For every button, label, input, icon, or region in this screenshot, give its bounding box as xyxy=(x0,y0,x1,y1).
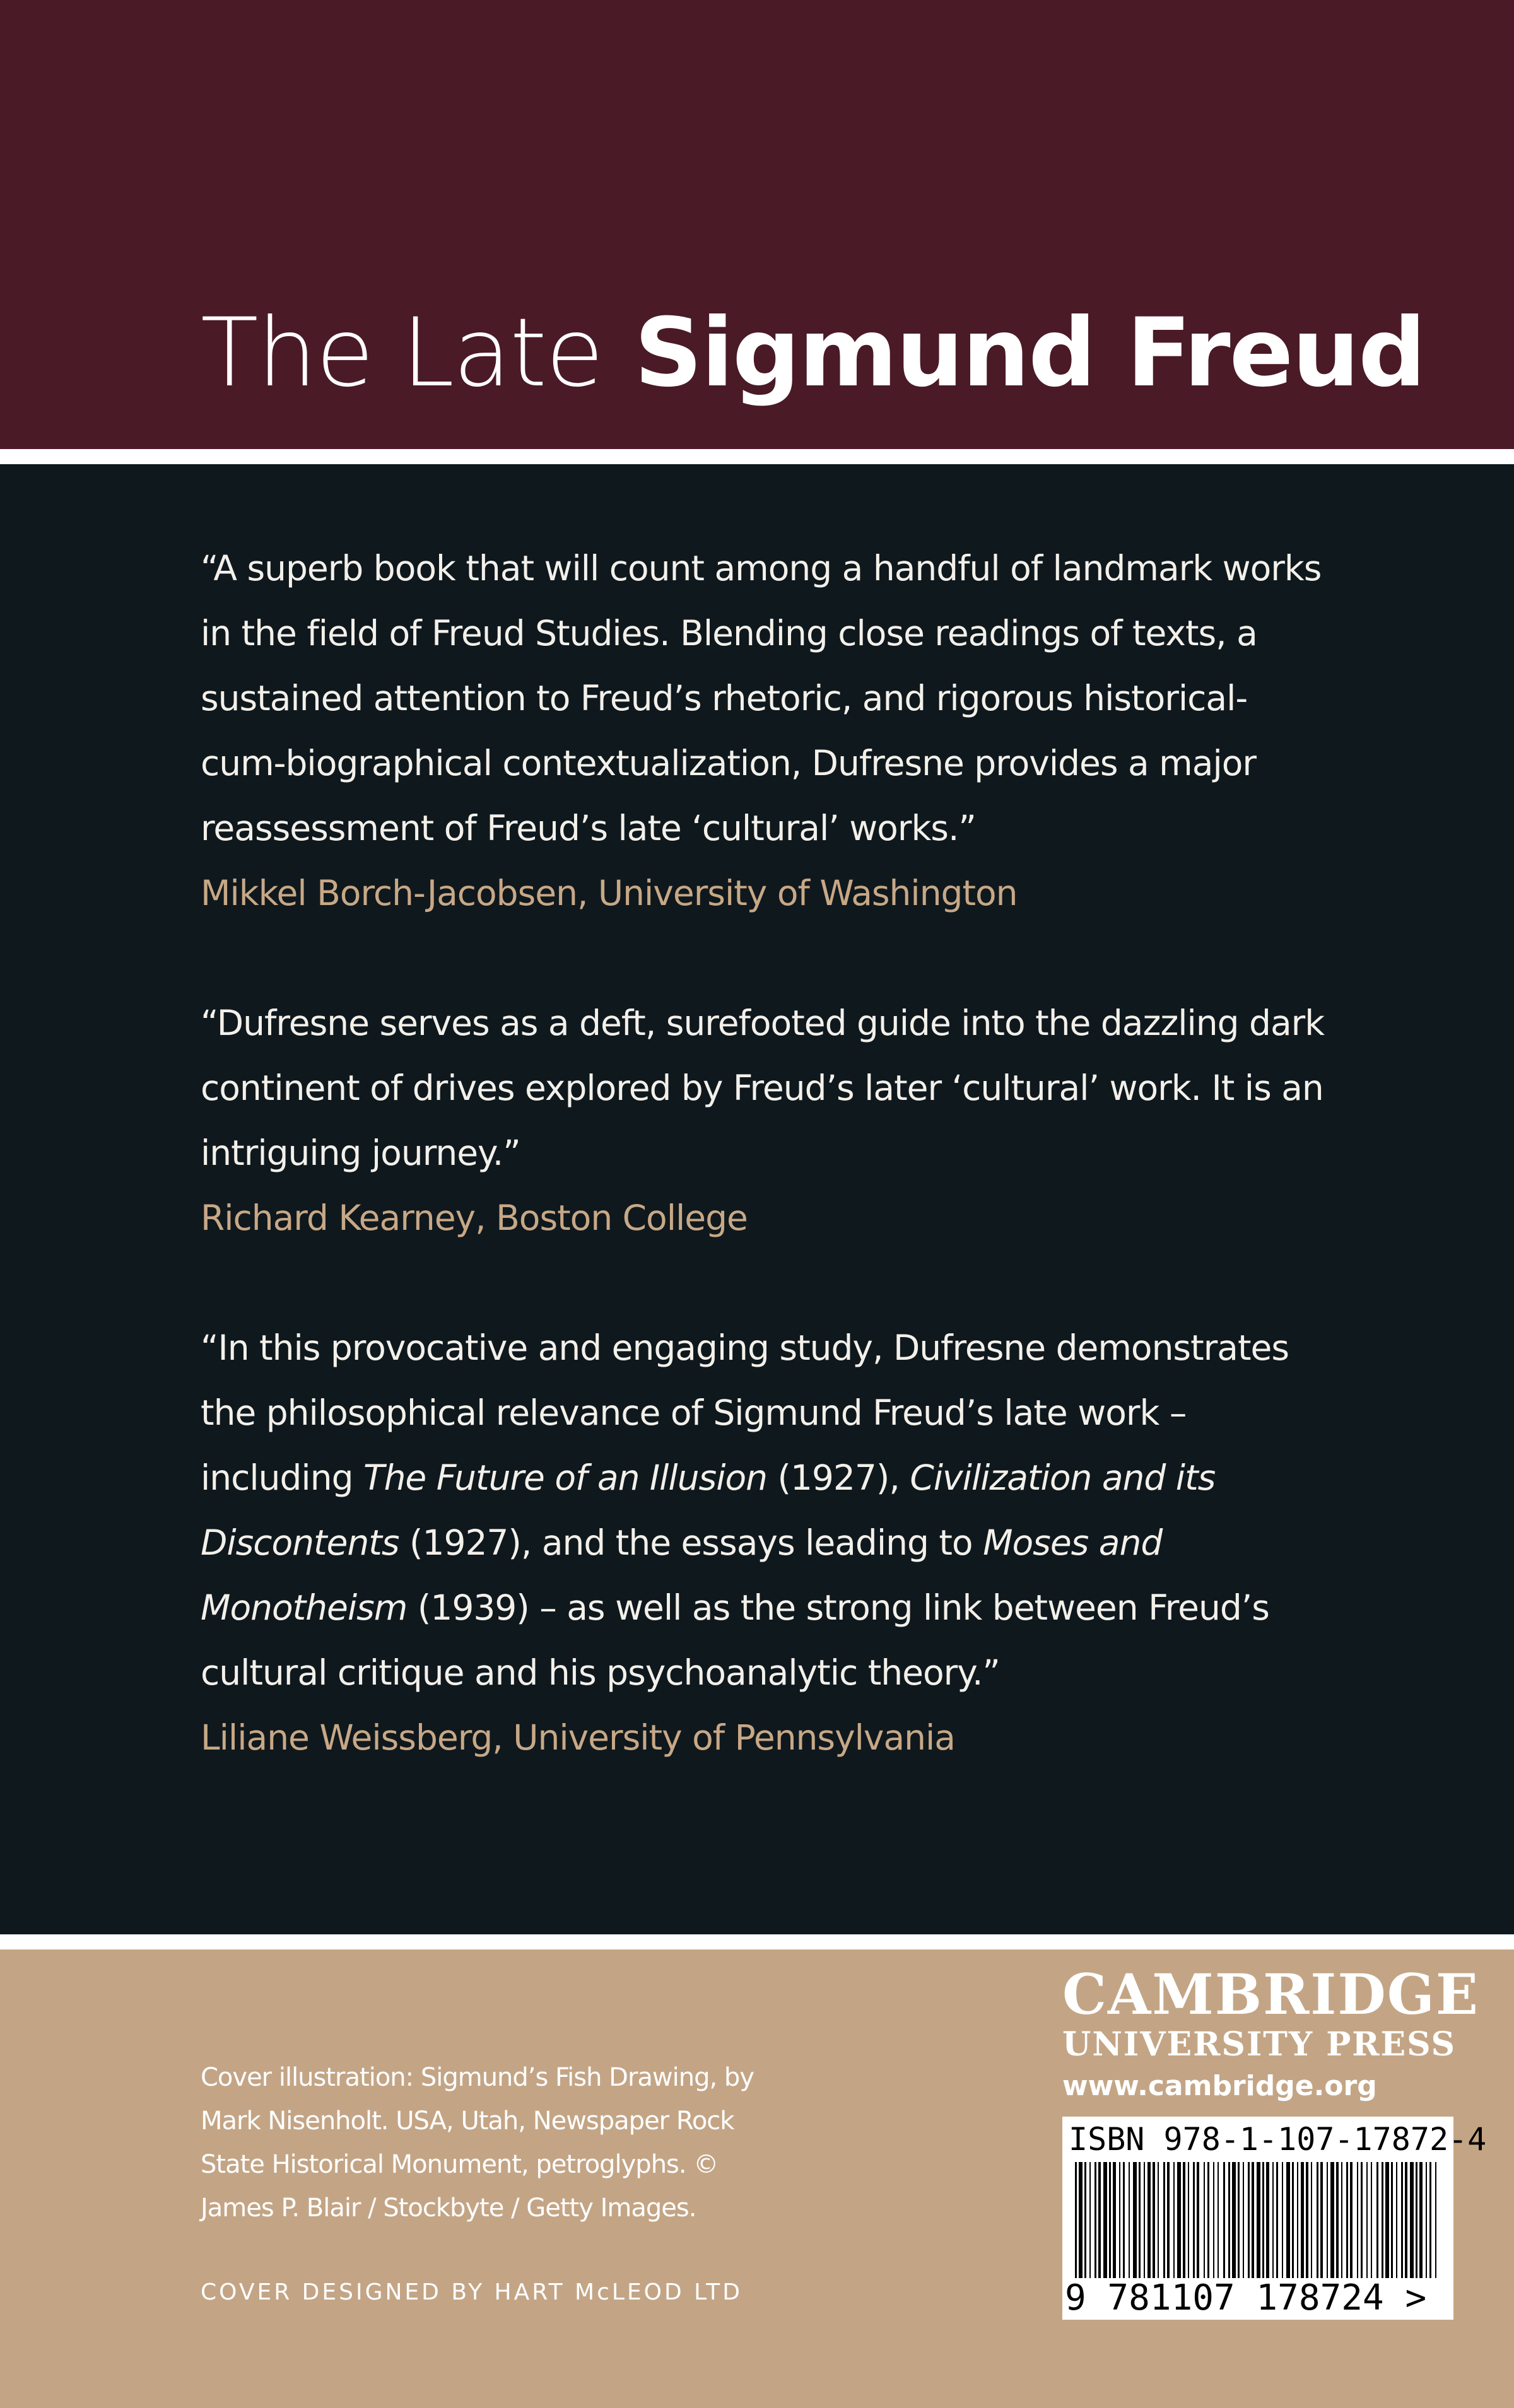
publisher-subname: UNIVERSITY PRESS xyxy=(1062,2025,1457,2064)
book-title-bold: Sigmund Freud xyxy=(634,298,1425,408)
barcode-digits: 9 781107 178724 > xyxy=(1065,2277,1427,2318)
review-block xyxy=(201,991,1330,1251)
bottom-divider xyxy=(0,1934,1514,1949)
quote-text: (1927), and the essays leading to xyxy=(399,1523,983,1563)
book-title-light: The Late xyxy=(201,298,603,408)
quote-text: “In this provocative and engaging study, Dufresne demonstrates the philosophical relevance of Sigmund Freud’s late work – including xyxy=(201,1328,1289,1498)
publisher-logo xyxy=(1062,1961,1479,2104)
review-attribution: Mikkel Borch-Jacobsen, University of Washington xyxy=(201,873,1018,913)
book-title xyxy=(201,296,1425,410)
publisher-name: CAMBRIDGE xyxy=(1062,1961,1479,2027)
publisher-url[interactable]: www.cambridge.org xyxy=(1062,2070,1377,2102)
book-title-citation: Moses and Monotheism xyxy=(201,1523,1163,1628)
book-title-citation: Civilization and its Discontents xyxy=(201,1458,1216,1563)
review-quote xyxy=(201,1316,1330,1705)
barcode-icon xyxy=(1075,2162,1441,2278)
book-title-citation: The Future of an Illusion xyxy=(363,1458,767,1498)
review-block xyxy=(201,536,1330,926)
review-attribution: Liliane Weissberg, University of Pennsylvania xyxy=(201,1717,955,1758)
review-quote: “A superb book that will count among a handful of landmark works in the field of Freud Studies. Blending close readings of texts, a sustained attention to Freud’s rhetoric, and rigorous historical-cum-biographical contextualization, Dufresne provides a major reassessment of Freud’s late ‘cultural’ works.” xyxy=(201,548,1322,848)
quote-text: (1939) – as well as the strong link between Freud’s cultural critique and his psychoanalytic theory.” xyxy=(201,1587,1269,1693)
isbn-barcode xyxy=(1062,2117,1487,2320)
review-blurbs xyxy=(201,536,1330,1835)
review-quote: “Dufresne serves as a deft, surefooted guide into the dazzling dark continent of drives explored by Freud’s later ‘cultural’ work. It is an intriguing journey.” xyxy=(201,1003,1325,1173)
review-block xyxy=(201,1316,1330,1770)
cover-designer-credit: COVER DESIGNED BY HART McLEOD LTD xyxy=(201,2279,742,2305)
top-divider xyxy=(0,449,1514,464)
cover-illustration-credit: Cover illustration: Sigmund’s Fish Drawing, by Mark Nisenholt. USA, Utah, Newspaper Rock State Historical Monument, petroglyphs. © James P. Blair / Stockbyte / Getty Images. xyxy=(201,2063,754,2223)
quote-text: (1927), xyxy=(767,1458,910,1498)
review-attribution: Richard Kearney, Boston College xyxy=(201,1198,748,1238)
isbn-label: ISBN 978-1-107-17872-4 xyxy=(1069,2121,1487,2158)
